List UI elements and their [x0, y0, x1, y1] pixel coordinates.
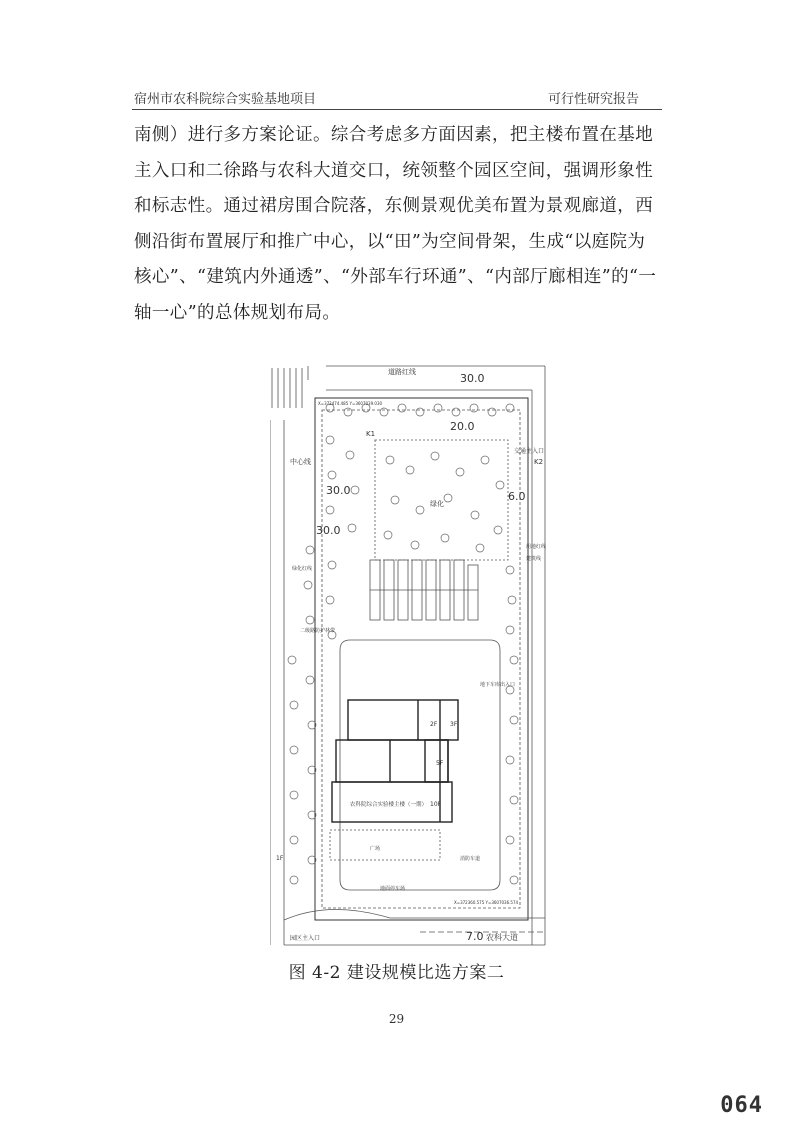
label-building-line: 建筑线	[526, 556, 542, 562]
body-paragraph	[134, 118, 662, 331]
label-park-entrance: 园区主入口	[290, 935, 321, 942]
label-10f: 10F	[430, 801, 442, 808]
label-dim-30: 30.0	[460, 372, 485, 385]
label-road-name: 农科大道	[486, 933, 518, 942]
label-dim-70: 7.0	[466, 930, 484, 943]
parking-rows	[370, 560, 478, 620]
label-plaza: 广场	[370, 846, 381, 852]
label-ground-parking: 地面停车场	[380, 886, 406, 892]
site-plan-figure	[270, 360, 550, 954]
label-dim-60: 6.0	[508, 490, 526, 503]
label-secondary-road: 二级路防护林带	[300, 628, 336, 634]
label-k1: K1	[366, 430, 376, 438]
label-dim-30b: 30.0	[316, 524, 341, 537]
label-traffic-entrance: 交通主入口	[514, 448, 545, 455]
label-center-line: 中心线	[290, 458, 311, 466]
label-road-redline: 道路红线	[388, 368, 416, 376]
site-plan-drawing	[270, 360, 550, 954]
label-fire-access: 消防车道	[460, 856, 481, 862]
running-header-left: 宿州市农科院综合实验基地项目	[134, 92, 317, 107]
label-3f: 3F	[450, 721, 458, 728]
label-k2: K2	[534, 458, 544, 466]
label-1f: 1F	[276, 855, 284, 862]
label-2f: 2F	[430, 721, 438, 728]
label-coord-bottom: X=372360.575 Y=3607036.574	[454, 900, 519, 905]
paragraph-text: 南侧）进行多方案论证。综合考虑多方面因素，把主楼布置在基地主入口和二徐路与农科大道交口，统领整个园区空间，强调形象性和标志性。通过裙房围合院落，东侧景观优美布置为景观廊道，西侧沿街布置展厅和推广中心，以“田”为空间骨架，生成“以庭院为核心”、“建筑内外通透”、“外部车行环通”、“内部厅廊相连”的“一轴一心”的总体规划布局。	[134, 125, 657, 323]
page-number: 29	[388, 1012, 405, 1026]
label-dim-30a: 30.0	[326, 484, 351, 497]
label-greening: 绿化	[430, 500, 444, 508]
label-greening-line: 绿化红线	[292, 566, 313, 572]
handwritten-page-stamp: 064	[720, 1093, 763, 1118]
label-main-building: 农科院综合实验楼主楼（一期）	[350, 802, 428, 808]
label-underground-entrance: 地下车库出入口	[480, 682, 516, 688]
road-hatch	[272, 368, 302, 408]
label-label-red: 用地红线	[526, 544, 547, 550]
label-5f: 5F	[436, 760, 444, 767]
label-coord-top: X=372474.485 Y=3607039.030	[318, 401, 383, 406]
running-header-right: 可行性研究报告	[547, 92, 639, 107]
header-rule	[132, 109, 662, 110]
figure-caption: 图 4-2 建设规模比选方案二	[288, 963, 505, 983]
label-dim-20: 20.0	[450, 420, 475, 433]
tree-symbols	[288, 404, 518, 884]
